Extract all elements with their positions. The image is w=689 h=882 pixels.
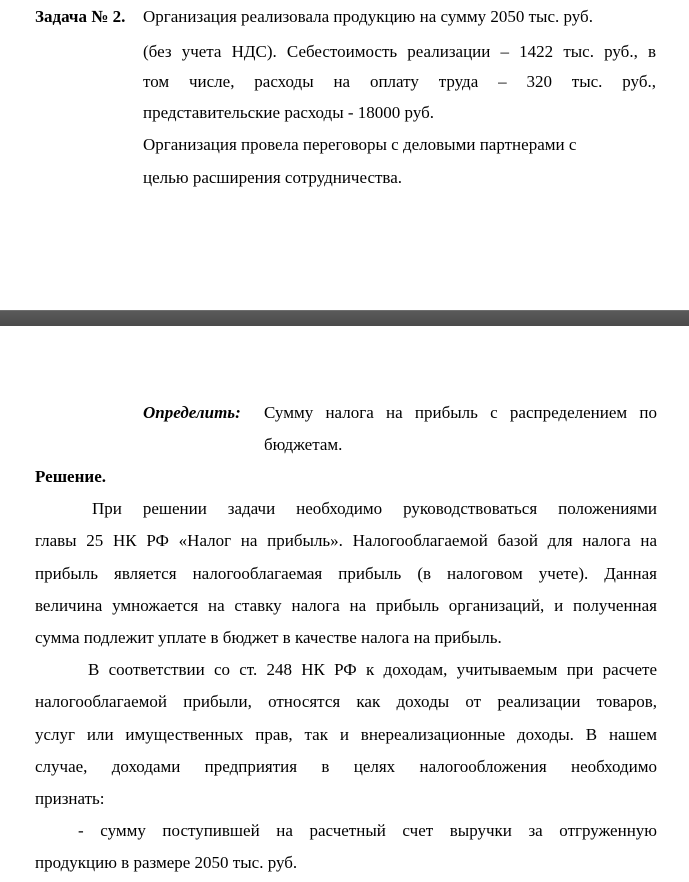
paragraph2-line-1: В соответствии со ст. 248 НК РФ к доходам, учитываемым при расчете (88, 660, 657, 679)
determine-line-1: Сумму налога на прибыль с распределением по (264, 403, 657, 422)
determine-label: Определить: (143, 403, 241, 422)
paragraph3-line-2: продукцию в размере 2050 тыс. руб. (35, 853, 298, 872)
task-heading: Задача № 2. (35, 7, 126, 26)
task-condition-line-1: Организация реализовала продукцию на сумму 2050 тыс. руб. (143, 7, 593, 26)
paragraph1-line-1: При решении задачи необходимо руководствоваться положениями (92, 499, 657, 518)
solution-heading: Решение. (35, 467, 106, 486)
task-condition-line-4: представительские расходы - 18000 руб. (143, 103, 434, 122)
paragraph1-line-3: прибыль является налогооблагаемая прибыль (в налоговом учете). Данная (35, 564, 657, 583)
task-condition-line-3: том числе, расходы на оплату труда – 320 тыс. руб., (143, 72, 656, 91)
task-condition-line-5: Организация провела переговоры с деловыми партнерами с (143, 135, 577, 154)
task-condition-line-2: (без учета НДС). Себестоимость реализации – 1422 тыс. руб., в (143, 42, 656, 61)
paragraph1-line-5: сумма подлежит уплате в бюджет в качестве налога на прибыль. (35, 628, 502, 647)
paragraph2-line-4: случае, доходами предприятия в целях налогообложения необходимо (35, 757, 657, 776)
paragraph1-line-4: величина умножается на ставку налога на прибыль организаций, и полученная (35, 596, 657, 615)
paragraph2-line-2: налогооблагаемой прибыли, относятся как доходы от реализации товаров, (35, 692, 657, 711)
task-condition-line-6: целью расширения сотрудничества. (143, 168, 403, 187)
paragraph2-line-3: услуг или имущественных прав, так и внереализационные доходы. В нашем (35, 725, 657, 744)
paragraph3-line-1: - сумму поступившей на расчетный счет выручки за отгруженную (78, 821, 657, 840)
paragraph1-line-2: главы 25 НК РФ «Налог на прибыль». Налогооблагаемой базой для налога на (35, 531, 657, 550)
paragraph2-line-5: признать: (35, 789, 105, 808)
determine-line-2: бюджетам. (264, 435, 343, 454)
